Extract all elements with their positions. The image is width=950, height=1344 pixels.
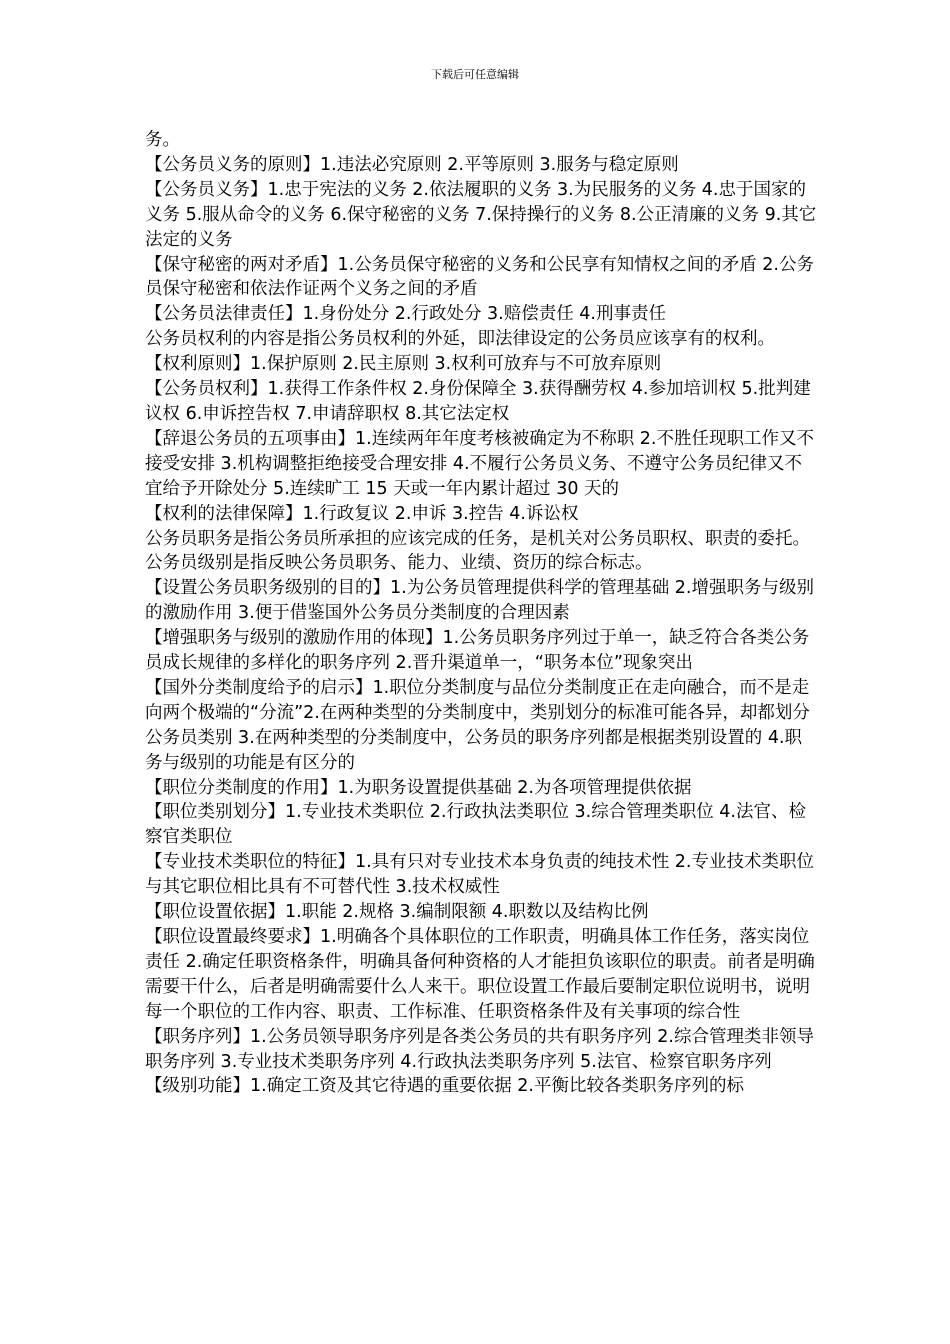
paragraph: 公务员职务是指公务员所承担的应该完成的任务，是机关对公务员职权、职责的委托。 bbox=[145, 528, 810, 549]
paragraph: 【国外分类制度给予的启示】1.职位分类制度与品位分类制度正在走向融合，而不是走向两个极端的“分流”2.在两种类型的分类制度中，类别划分的标准可能各异，却都划分公务员类别 3.在两种类型的分类制度中，公务员的职务序列都是根据类别设置的 4.职务与级别的功能是有区分的 bbox=[145, 677, 810, 773]
paragraph: 公务员权利的内容是指公务员权利的外延，即法律设定的公务员应该享有的权利。 bbox=[145, 329, 775, 350]
page-header: 下载后可任意编辑 bbox=[431, 68, 519, 81]
paragraph: 【职位分类制度的作用】1.为职务设置提供基础 2.为各项管理提供依据 bbox=[145, 777, 692, 798]
paragraph: 【专业技术类职位的特征】1.具有只对专业技术本身负责的纯技术性 2.专业技术类职位与其它职位相比具有不可替代性 3.技术权威性 bbox=[145, 852, 814, 898]
paragraph: 【公务员义务的原则】1.违法必究原则 2.平等原则 3.服务与稳定原则 bbox=[145, 154, 679, 175]
paragraph: 【增强职务与级别的激励作用的体现】1.公务员职务序列过于单一，缺乏符合各类公务员成长规律的多样化的职务序列 2.晋升渠道单一，“职务本位”现象突出 bbox=[145, 628, 810, 674]
paragraph: 【辞退公务员的五项事由】1.连续两年年度考核被确定为不称职 2.不胜任现职工作又不接受安排 3.机构调整拒绝接受合理安排 4.不履行公务员义务、不遵守公务员纪律又不宜给予开除处分 5.连续旷工 15 天或一年内累计超过 30 天的 bbox=[145, 428, 814, 499]
paragraph: 【权利的法律保障】1.行政复议 2.申诉 3.控告 4.诉讼权 bbox=[145, 503, 579, 524]
paragraph: 【公务员法律责任】1.身份处分 2.行政处分 3.赔偿责任 4.刑事责任 bbox=[145, 304, 666, 325]
paragraph: 【级别功能】1.确定工资及其它待遇的重要依据 2.平衡比较各类职务序列的标 bbox=[145, 1076, 744, 1097]
paragraph: 【职位设置最终要求】1.明确各个具体职位的工作职责，明确具体工作任务，落实岗位责任 2.确定任职资格条件，明确具备何种资格的人才能担负该职位的职责。前者是明确需要干什么，后者是明确需要什么人来干。职位设置工作最后要制定职位说明书，说明每一个职位的工作内容、职责、工作标准、任职资格条件及有关事项的综合性 bbox=[145, 927, 815, 1022]
paragraph: 【权利原则】1.保护原则 2.民主原则 3.权利可放弃与不可放弃原则 bbox=[145, 354, 662, 375]
paragraph: 【公务员义务】1.忠于宪法的义务 2.依法履职的义务 3.为民服务的义务 4.忠于国家的义务 5.服从命令的义务 6.保守秘密的义务 7.保持操行的义务 8.公正清廉的义务 9.其它法定的义务 bbox=[145, 179, 817, 250]
paragraph: 【设置公务员职务级别的目的】1.为公务员管理提供科学的管理基础 2.增强职务与级别的激励作用 3.便于借鉴国外公务员分类制度的合理因素 bbox=[145, 578, 814, 624]
paragraph: 【保守秘密的两对矛盾】1.公务员保守秘密的义务和公民享有知情权之间的矛盾 2.公务员保守秘密和依法作证两个义务之间的矛盾 bbox=[145, 254, 814, 300]
paragraph: 【职位设置依据】1.职能 2.规格 3.编制限额 4.职数以及结构比例 bbox=[145, 902, 649, 923]
document-body bbox=[145, 128, 817, 1099]
paragraph: 公务员级别是指反映公务员职务、能力、业绩、资历的综合标志。 bbox=[145, 553, 653, 574]
paragraph: 【职位类别划分】1.专业技术类职位 2.行政执法类职位 3.综合管理类职位 4.法官、检察官类职位 bbox=[145, 802, 806, 848]
paragraph: 【公务员权利】1.获得工作条件权 2.身份保障全 3.获得酬劳权 4.参加培训权 5.批判建议权 6.申诉控告权 7.申请辞职权 8.其它法定权 bbox=[145, 379, 811, 424]
paragraph: 务。 bbox=[145, 130, 180, 150]
paragraph: 【职务序列】1.公务员领导职务序列是各类公务员的共有职务序列 2.综合管理类非领导职务序列 3.专业技术类职务序列 4.行政执法类职务序列 5.法官、检察官职务序列 bbox=[145, 1026, 814, 1072]
